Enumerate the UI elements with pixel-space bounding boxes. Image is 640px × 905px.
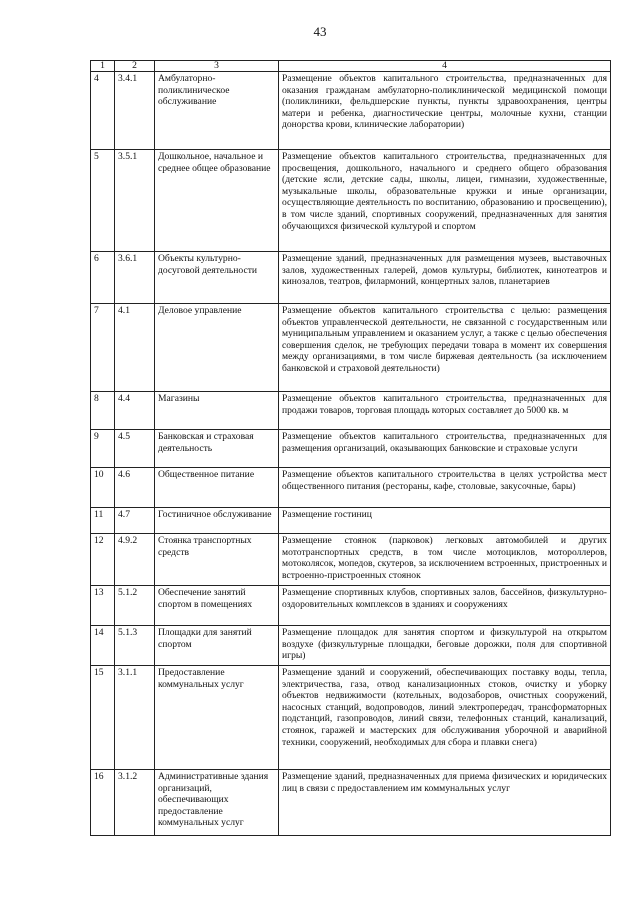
use-code: 4.9.2 — [115, 534, 155, 586]
header-col-1: 1 — [91, 61, 115, 72]
land-use-table — [90, 60, 611, 836]
use-description: Размещение объектов капитального строительства, предназначенных для размещения организаций, оказывающих банковские и страховые услуги — [279, 430, 611, 468]
use-code: 3.5.1 — [115, 150, 155, 252]
use-name: Дошкольное, начальное и среднее общее образование — [155, 150, 279, 252]
row-number: 15 — [91, 666, 115, 770]
use-name: Банковская и страховая деятельность — [155, 430, 279, 468]
header-col-4: 4 — [279, 61, 611, 72]
use-name: Стоянка транспортных средств — [155, 534, 279, 586]
use-description: Размещение зданий, предназначенных для размещения музеев, выставочных залов, художественных галерей, домов культуры, библиотек, кинотеатров и кинозалов, театров, филармоний, концертных залов, планетариев — [279, 252, 611, 304]
table-row — [91, 150, 611, 252]
header-col-2: 2 — [115, 61, 155, 72]
use-description: Размещение площадок для занятия спортом и физкультурой на открытом воздухе (физкультурные площадки, беговые дорожки, поля для спортивной игры) — [279, 626, 611, 666]
table-row — [91, 430, 611, 468]
use-name: Объекты культурно-досуговой деятельности — [155, 252, 279, 304]
use-code: 5.1.2 — [115, 586, 155, 626]
row-number: 5 — [91, 150, 115, 252]
use-name: Гостиничное обслуживание — [155, 508, 279, 534]
table-row — [91, 468, 611, 508]
use-name: Административные здания организаций, обеспечивающих предоставление коммунальных услуг — [155, 770, 279, 836]
use-code: 4.5 — [115, 430, 155, 468]
row-number: 16 — [91, 770, 115, 836]
row-number: 7 — [91, 304, 115, 392]
use-code: 5.1.3 — [115, 626, 155, 666]
use-name: Магазины — [155, 392, 279, 430]
use-description: Размещение объектов капитального строительства, предназначенных для продажи товаров, торговая площадь которых составляет до 5000 кв. м — [279, 392, 611, 430]
use-description: Размещение спортивных клубов, спортивных залов, бассейнов, физкультурно-оздоровительных комплексов в зданиях и сооружениях — [279, 586, 611, 626]
use-description: Размещение стоянок (парковок) легковых автомобилей и других мототранспортных средств, в том числе мотоциклов, мотороллеров, мотоколясок, мопедов, скутеров, за исключением встроенных, пристроенных и встроенно-пристроенных стоянок — [279, 534, 611, 586]
row-number: 10 — [91, 468, 115, 508]
table-row — [91, 508, 611, 534]
use-name: Амбулаторно-поликлиническое обслуживание — [155, 72, 279, 150]
table-row — [91, 534, 611, 586]
use-description: Размещение объектов капитального строительства с целью: размещения объектов управленческой деятельности, не связанной с государственным или муниципальным управлением и оказанием услуг, а также с целью обеспечения совершения сделок, не требующих передачи товара в момент их совершения между организациями, в том числе биржевая деятельность (за исключением банковской и страховой деятельности) — [279, 304, 611, 392]
table-row — [91, 252, 611, 304]
use-name: Деловое управление — [155, 304, 279, 392]
table-row — [91, 770, 611, 836]
table-row — [91, 666, 611, 770]
table-row — [91, 586, 611, 626]
row-number: 13 — [91, 586, 115, 626]
row-number: 8 — [91, 392, 115, 430]
use-code: 4.4 — [115, 392, 155, 430]
use-code: 3.6.1 — [115, 252, 155, 304]
use-code: 4.1 — [115, 304, 155, 392]
row-number: 12 — [91, 534, 115, 586]
use-code: 3.1.2 — [115, 770, 155, 836]
use-name: Общественное питание — [155, 468, 279, 508]
use-code: 4.7 — [115, 508, 155, 534]
table-row — [91, 72, 611, 150]
use-description: Размещение объектов капитального строительства, предназначенных для просвещения, дошкольного, начального и среднего общего образования (детские ясли, детские сады, школы, лицеи, гимназии, художественные, музыкальные школы, образовательные кружки и иные организации, осуществляющие деятельность по воспитанию, образованию и просвещению), в том числе зданий, спортивных сооружений, предназначенных для занятия обучающихся физической культурой и спортом — [279, 150, 611, 252]
row-number: 9 — [91, 430, 115, 468]
table-row — [91, 304, 611, 392]
use-description: Размещение объектов капитального строительства в целях устройства мест общественного питания (рестораны, кафе, столовые, закусочные, бары) — [279, 468, 611, 508]
use-name: Площадки для занятий спортом — [155, 626, 279, 666]
row-number: 6 — [91, 252, 115, 304]
use-name: Предоставление коммунальных услуг — [155, 666, 279, 770]
row-number: 14 — [91, 626, 115, 666]
use-name: Обеспечение занятий спортом в помещениях — [155, 586, 279, 626]
header-col-3: 3 — [155, 61, 279, 72]
header-row — [91, 61, 611, 72]
use-description: Размещение зданий и сооружений, обеспечивающих поставку воды, тепла, электричества, газа, отвод канализационных стоков, очистку и уборку объектов недвижимости (котельных, водозаборов, очистных сооружений, насосных станций, водопроводов, линий электропередач, трансформаторных подстанций, газопроводов, линий связи, телефонных станций, канализаций, стоянок, гаражей и мастерских для обслуживания уборочной и аварийной техники, сооружений, необходимых для сбора и плавки снега) — [279, 666, 611, 770]
use-description: Размещение зданий, предназначенных для приема физических и юридических лиц в связи с предоставлением им коммунальных услуг — [279, 770, 611, 836]
use-code: 3.1.1 — [115, 666, 155, 770]
row-number: 4 — [91, 72, 115, 150]
use-code: 4.6 — [115, 468, 155, 508]
use-description: Размещение гостиниц — [279, 508, 611, 534]
use-code: 3.4.1 — [115, 72, 155, 150]
table-row — [91, 626, 611, 666]
page-number: 43 — [313, 24, 327, 39]
row-number: 11 — [91, 508, 115, 534]
table-row — [91, 392, 611, 430]
use-description: Размещение объектов капитального строительства, предназначенных для оказания гражданам амбулаторно-поликлинической медицинской помощи (поликлиники, фельдшерские пункты, пункты здравоохранения, центры матери и ребенка, диагностические центры, молочные кухни, станции донорства крови, клинические лаборатории) — [279, 72, 611, 150]
